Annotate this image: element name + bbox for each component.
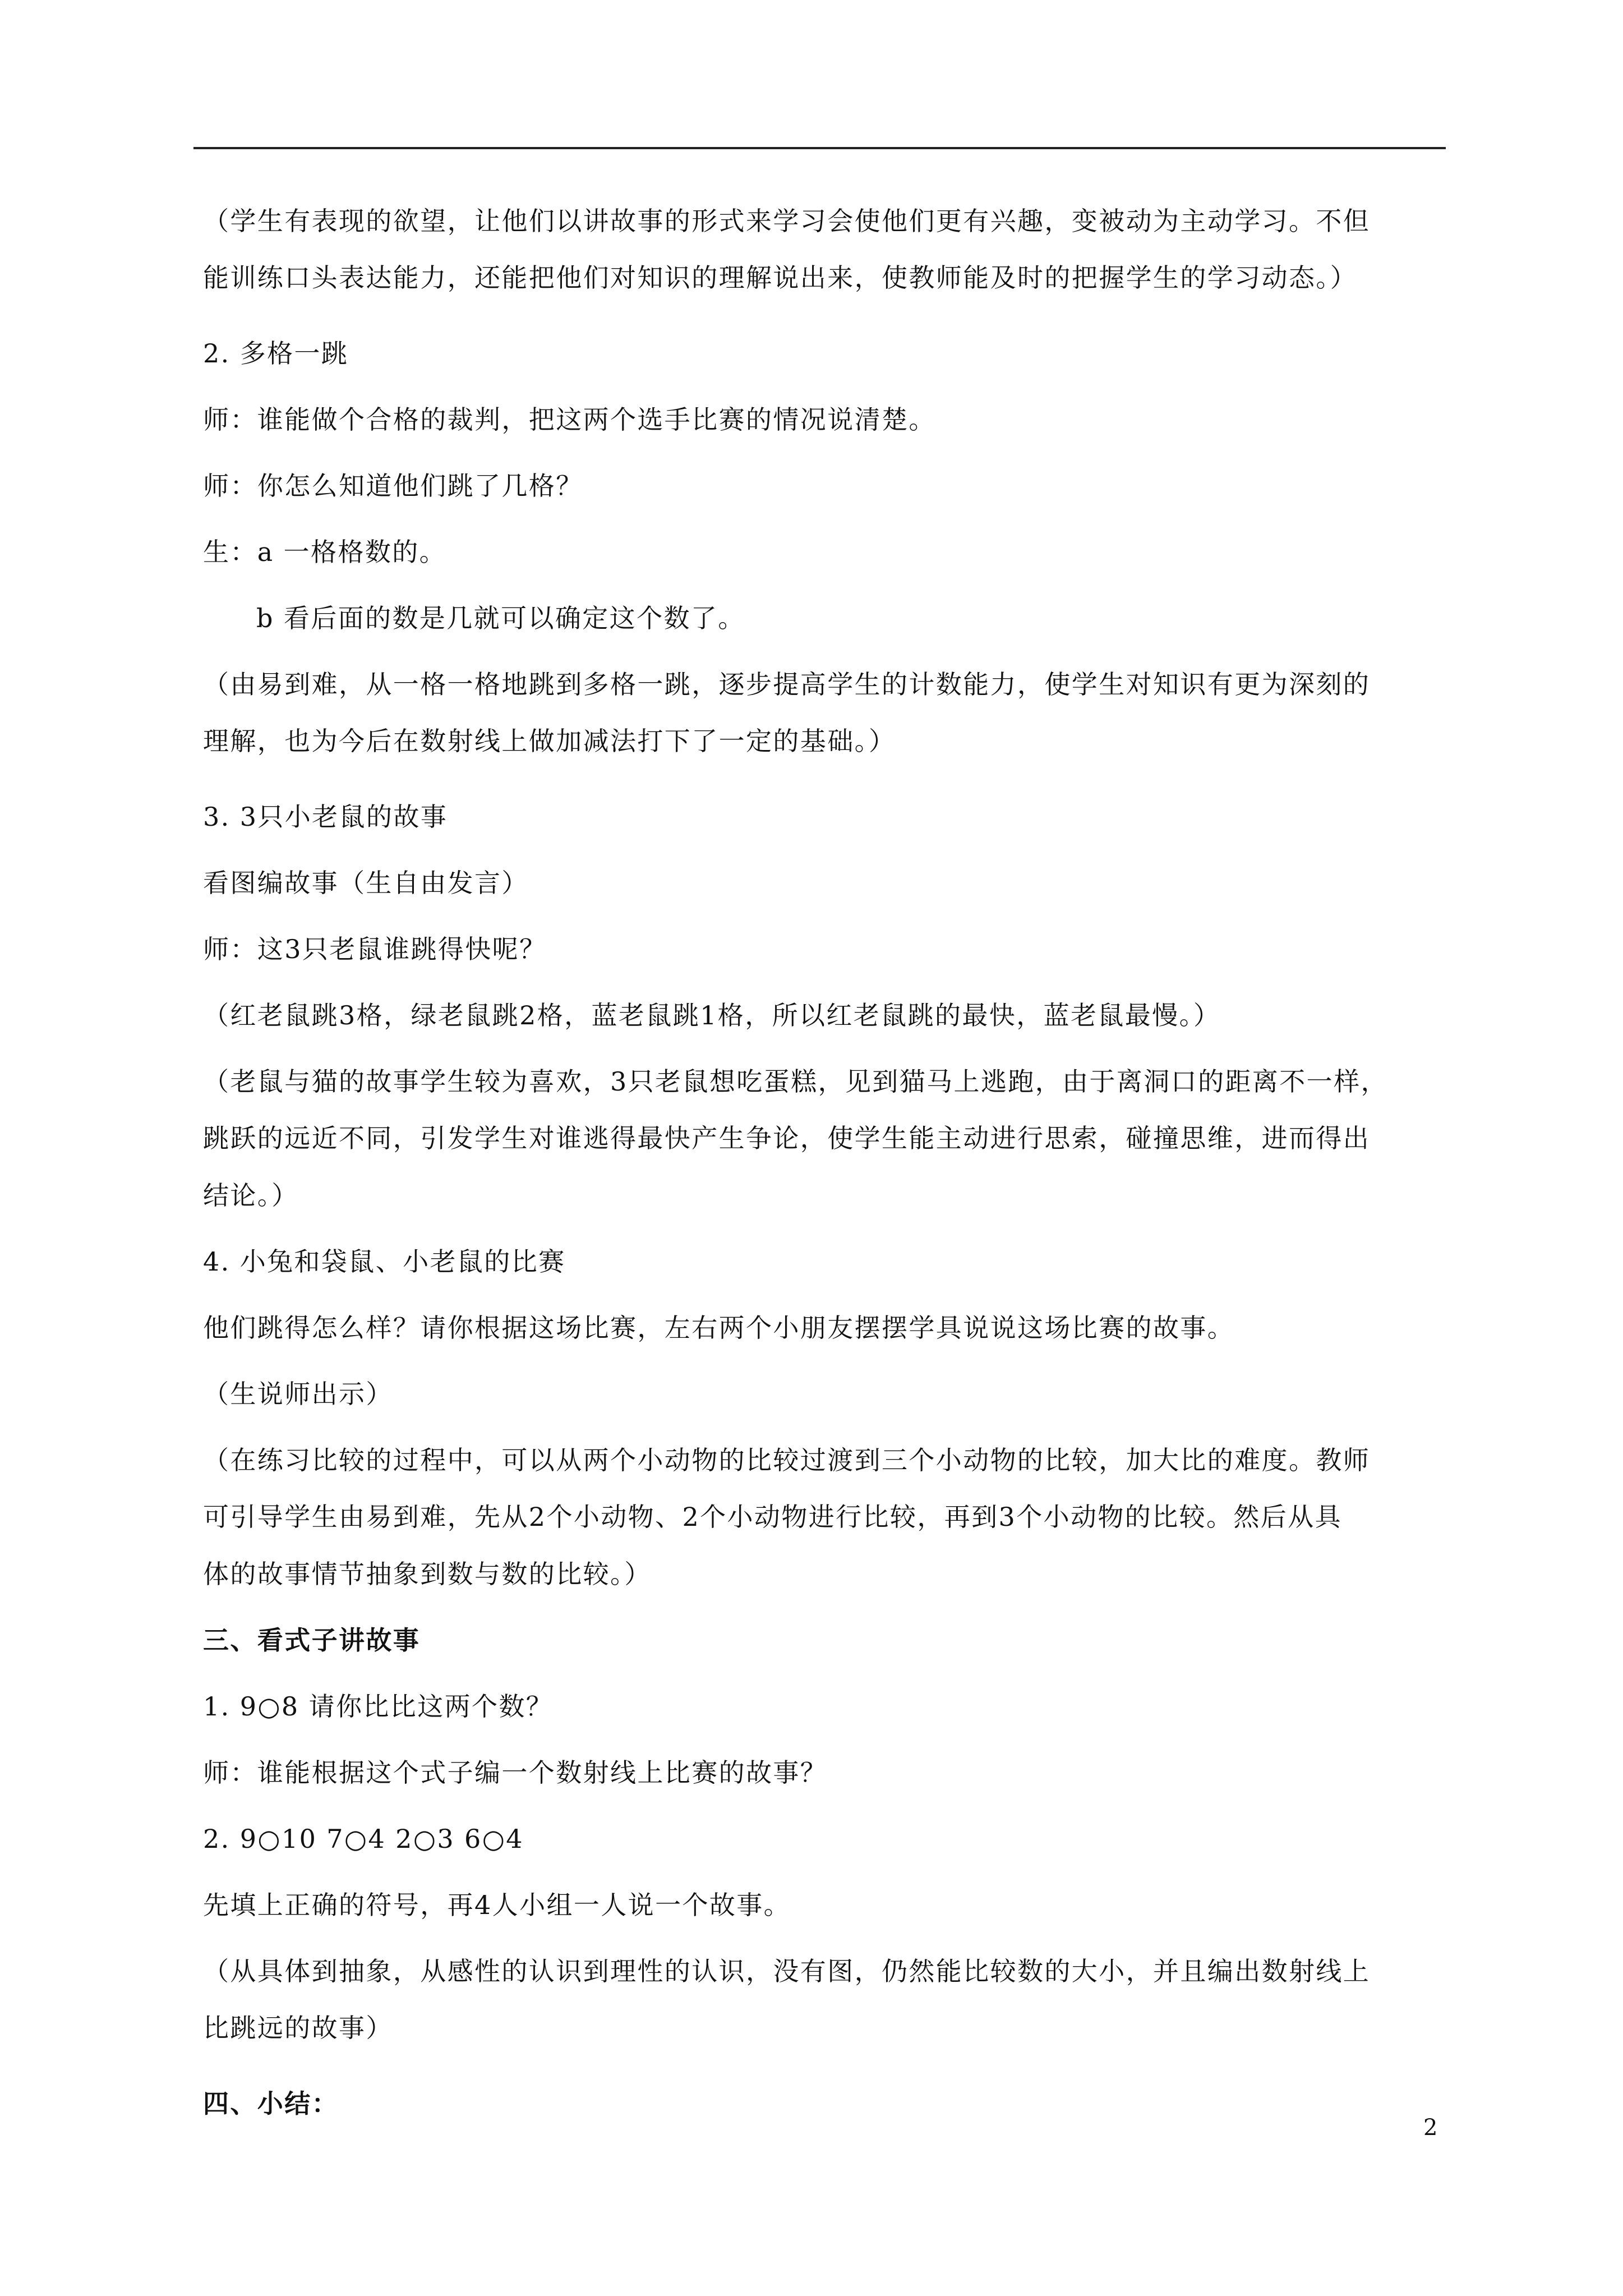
paragraph-line: （从具体到抽象，从感性的认识到理性的认识，没有图，仍然能比较数的大小，并且编出数射线上 [203, 1956, 1371, 1986]
section-item-heading: 4. 小兔和袋鼠、小老鼠的比赛 [203, 1246, 566, 1277]
section-item-heading: 2. 多格一跳 [203, 338, 349, 369]
paragraph-line: b 看后面的数是几就可以确定这个数了。 [256, 603, 745, 633]
paragraph-line: 可引导学生由易到难，先从2个小动物、2个小动物进行比较，再到3个小动物的比较。然后从具 [203, 1502, 1342, 1532]
paragraph-line: 师：谁能做个合格的裁判，把这两个选手比赛的情况说清楚。 [203, 404, 936, 435]
paragraph-line: 结论。） [203, 1180, 299, 1211]
paragraph-line: （生说师出示） [203, 1379, 393, 1409]
paragraph-line: 能训练口头表达能力，还能把他们对知识的理解说出来，使教师能及时的把握学生的学习动态。） [203, 263, 1358, 293]
header-rule [193, 147, 1446, 149]
paragraph-line: 师：这3只老鼠谁跳得快呢？ [203, 934, 547, 964]
page-number: 2 [1423, 2115, 1438, 2141]
section-heading: 三、看式子讲故事 [203, 1625, 421, 1655]
paragraph-line: （学生有表现的欲望，让他们以讲故事的形式来学习会使他们更有兴趣，变被动为主动学习。不但 [203, 206, 1371, 236]
paragraph-line: 师：谁能根据这个式子编一个数射线上比赛的故事？ [203, 1757, 828, 1788]
paragraph-line: 跳跃的远近不同，引发学生对谁逃得最快产生争论，使学生能主动进行思索，碰撞思维，进而得出 [203, 1123, 1371, 1153]
paragraph-line: 比跳远的故事） [203, 2013, 393, 2043]
paragraph-line: 理解，也为今后在数射线上做加减法打下了一定的基础。） [203, 726, 896, 756]
paragraph-line: 师：你怎么知道他们跳了几格？ [203, 471, 583, 501]
paragraph-line: 看图编故事（生自由发言） [203, 868, 529, 898]
paragraph-line: 体的故事情节抽象到数与数的比较。） [203, 1559, 652, 1589]
paragraph-line: 先填上正确的符号，再4人小组一人说一个故事。 [203, 1890, 791, 1920]
paragraph-line: （红老鼠跳3格，绿老鼠跳2格，蓝老鼠跳1格，所以红老鼠跳的最快，蓝老鼠最慢。） [203, 1000, 1221, 1030]
section-item-heading: 3. 3只小老鼠的故事 [203, 802, 448, 832]
paragraph-line: （由易到难，从一格一格地跳到多格一跳，逐步提高学生的计数能力，使学生对知识有更为深刻的 [203, 669, 1371, 700]
section-item-heading: 1. 9○8 请你比比这两个数？ [203, 1691, 554, 1722]
paragraph-line: 他们跳得怎么样？请你根据这场比赛，左右两个小朋友摆摆学具说说这场比赛的故事。 [203, 1313, 1235, 1343]
paragraph-line: （在练习比较的过程中，可以从两个小动物的比较过渡到三个小动物的比较，加大比的难度。教师 [203, 1445, 1371, 1475]
section-item-heading: 2. 9○10 7○4 2○3 6○4 [203, 1824, 524, 1854]
paragraph-line: （老鼠与猫的故事学生较为喜欢，3只老鼠想吃蛋糕，见到猫马上逃跑，由于离洞口的距离不一样， [203, 1066, 1388, 1097]
paragraph-line: 生：a 一格格数的。 [203, 537, 447, 567]
section-heading: 四、小结： [203, 2088, 339, 2119]
